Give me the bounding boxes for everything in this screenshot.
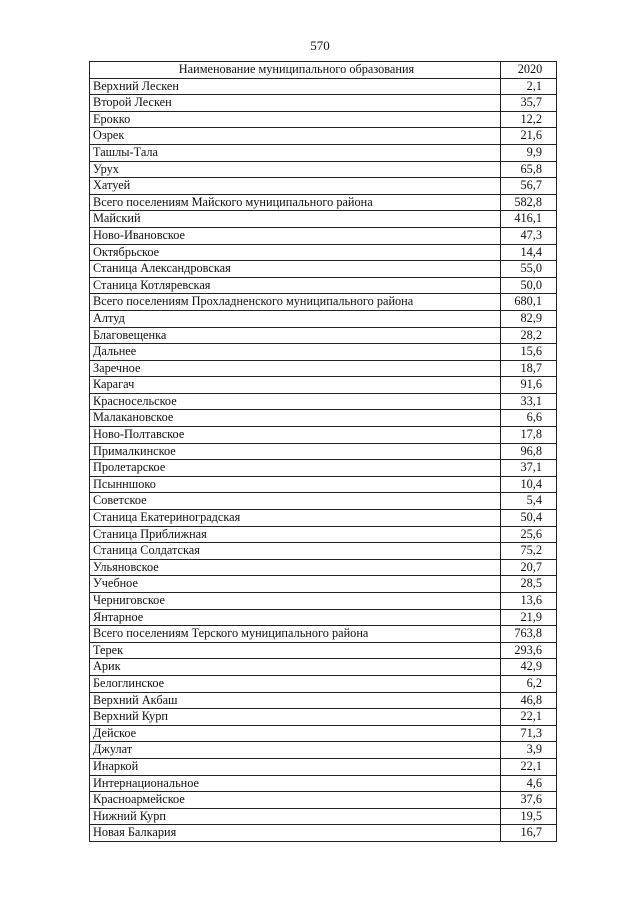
value-2020-cell: 65,8	[501, 161, 557, 178]
value-2020-cell: 19,5	[501, 808, 557, 825]
value-2020-cell: 35,7	[501, 95, 557, 112]
table-row	[90, 609, 557, 626]
municipality-name-cell: Майский	[90, 211, 501, 228]
table-row	[90, 775, 557, 792]
municipality-name-cell: Верхний Акбаш	[90, 692, 501, 709]
table-row	[90, 659, 557, 676]
municipality-name-cell: Алтуд	[90, 310, 501, 327]
table-row	[90, 825, 557, 842]
municipality-name-cell: Станица Солдатская	[90, 543, 501, 560]
municipality-name-cell: Ново-Полтавское	[90, 427, 501, 444]
municipality-name-cell: Станица Котляревская	[90, 277, 501, 294]
table-row	[90, 227, 557, 244]
municipality-name-cell: Верхний Курп	[90, 709, 501, 726]
value-2020-cell: 17,8	[501, 427, 557, 444]
value-2020-cell: 16,7	[501, 825, 557, 842]
table-row	[90, 675, 557, 692]
value-2020-cell: 582,8	[501, 194, 557, 211]
value-2020-cell: 13,6	[501, 593, 557, 610]
table-row	[90, 327, 557, 344]
table-row	[90, 360, 557, 377]
value-2020-cell: 55,0	[501, 261, 557, 278]
table-row	[90, 543, 557, 560]
table-row	[90, 194, 557, 211]
municipality-name-cell: Янтарное	[90, 609, 501, 626]
table-row	[90, 709, 557, 726]
value-2020-cell: 71,3	[501, 725, 557, 742]
table-row	[90, 476, 557, 493]
municipality-name-cell: Красносельское	[90, 393, 501, 410]
municipality-name-cell: Станица Екатериноградская	[90, 510, 501, 527]
value-2020-cell: 18,7	[501, 360, 557, 377]
value-2020-cell: 680,1	[501, 294, 557, 311]
table-row	[90, 277, 557, 294]
table-row	[90, 593, 557, 610]
municipality-name-cell: Верхний Лескен	[90, 78, 501, 95]
value-2020-cell: 37,1	[501, 460, 557, 477]
value-2020-cell: 5,4	[501, 493, 557, 510]
value-2020-cell: 28,2	[501, 327, 557, 344]
municipality-name-cell: Ерокко	[90, 111, 501, 128]
table-row	[90, 758, 557, 775]
table-row	[90, 377, 557, 394]
value-2020-cell: 763,8	[501, 626, 557, 643]
municipality-name-cell: Заречное	[90, 360, 501, 377]
municipality-name-cell: Красноармейское	[90, 792, 501, 809]
municipality-name-cell: Малакановское	[90, 410, 501, 427]
municipality-name-cell: Прималкинское	[90, 443, 501, 460]
municipality-name-cell: Интернациональное	[90, 775, 501, 792]
table-row	[90, 443, 557, 460]
value-2020-cell: 22,1	[501, 709, 557, 726]
table-row	[90, 161, 557, 178]
municipality-name-cell: Октябрьское	[90, 244, 501, 261]
municipality-name-cell: Дейское	[90, 725, 501, 742]
municipality-name-cell: Второй Лескен	[90, 95, 501, 112]
table-row	[90, 576, 557, 593]
value-2020-cell: 22,1	[501, 758, 557, 775]
data-table	[89, 61, 557, 842]
municipality-name-cell: Белоглинское	[90, 675, 501, 692]
table-row	[90, 144, 557, 161]
value-2020-cell: 2,1	[501, 78, 557, 95]
table-row	[90, 128, 557, 145]
table-row	[90, 493, 557, 510]
column-header-year: 2020	[501, 62, 557, 79]
municipality-name-cell: Карагач	[90, 377, 501, 394]
municipality-name-cell: Всего поселениям Майского муниципального района	[90, 194, 501, 211]
column-header-name: Наименование муниципального образования	[90, 62, 501, 79]
municipality-name-cell: Учебное	[90, 576, 501, 593]
municipality-name-cell: Всего поселениям Терского муниципального района	[90, 626, 501, 643]
table-row	[90, 111, 557, 128]
value-2020-cell: 9,9	[501, 144, 557, 161]
value-2020-cell: 91,6	[501, 377, 557, 394]
table-row	[90, 393, 557, 410]
table-row	[90, 178, 557, 195]
page-number: 570	[310, 38, 330, 53]
value-2020-cell: 75,2	[501, 543, 557, 560]
municipality-name-cell: Советское	[90, 493, 501, 510]
table-row	[90, 742, 557, 759]
value-2020-cell: 4,6	[501, 775, 557, 792]
value-2020-cell: 12,2	[501, 111, 557, 128]
table-header-row	[90, 62, 557, 79]
value-2020-cell: 15,6	[501, 344, 557, 361]
table-row	[90, 294, 557, 311]
municipality-name-cell: Дальнее	[90, 344, 501, 361]
table-row	[90, 642, 557, 659]
municipality-name-cell: Станица Александровская	[90, 261, 501, 278]
value-2020-cell: 293,6	[501, 642, 557, 659]
municipality-name-cell: Новая Балкария	[90, 825, 501, 842]
table-row	[90, 95, 557, 112]
municipality-name-cell: Ново-Ивановское	[90, 227, 501, 244]
value-2020-cell: 6,2	[501, 675, 557, 692]
table-row	[90, 808, 557, 825]
value-2020-cell: 6,6	[501, 410, 557, 427]
value-2020-cell: 82,9	[501, 310, 557, 327]
table-row	[90, 78, 557, 95]
table-row	[90, 244, 557, 261]
value-2020-cell: 3,9	[501, 742, 557, 759]
municipality-name-cell: Арик	[90, 659, 501, 676]
value-2020-cell: 46,8	[501, 692, 557, 709]
municipality-name-cell: Пролетарское	[90, 460, 501, 477]
table-row	[90, 792, 557, 809]
value-2020-cell: 25,6	[501, 526, 557, 543]
table-row	[90, 427, 557, 444]
municipality-name-cell: Черниговское	[90, 593, 501, 610]
municipality-name-cell: Ульяновское	[90, 559, 501, 576]
value-2020-cell: 20,7	[501, 559, 557, 576]
table-row	[90, 460, 557, 477]
table-row	[90, 344, 557, 361]
value-2020-cell: 47,3	[501, 227, 557, 244]
value-2020-cell: 33,1	[501, 393, 557, 410]
value-2020-cell: 50,4	[501, 510, 557, 527]
value-2020-cell: 42,9	[501, 659, 557, 676]
value-2020-cell: 10,4	[501, 476, 557, 493]
municipality-name-cell: Псынншоко	[90, 476, 501, 493]
value-2020-cell: 21,9	[501, 609, 557, 626]
table-row	[90, 211, 557, 228]
value-2020-cell: 21,6	[501, 128, 557, 145]
municipality-name-cell: Инаркой	[90, 758, 501, 775]
municipality-name-cell: Озрек	[90, 128, 501, 145]
table-row	[90, 510, 557, 527]
table-row	[90, 725, 557, 742]
table-row	[90, 559, 557, 576]
municipality-name-cell: Хатуей	[90, 178, 501, 195]
value-2020-cell: 416,1	[501, 211, 557, 228]
municipality-name-cell: Благовещенка	[90, 327, 501, 344]
table-row	[90, 261, 557, 278]
table-row	[90, 626, 557, 643]
municipality-name-cell: Джулат	[90, 742, 501, 759]
municipality-name-cell: Всего поселениям Прохладненского муниципального района	[90, 294, 501, 311]
table-row	[90, 526, 557, 543]
value-2020-cell: 37,6	[501, 792, 557, 809]
table-body	[90, 78, 557, 841]
municipality-name-cell: Терек	[90, 642, 501, 659]
municipality-name-cell: Нижний Курп	[90, 808, 501, 825]
value-2020-cell: 28,5	[501, 576, 557, 593]
value-2020-cell: 14,4	[501, 244, 557, 261]
value-2020-cell: 96,8	[501, 443, 557, 460]
value-2020-cell: 50,0	[501, 277, 557, 294]
municipality-name-cell: Станица Приближная	[90, 526, 501, 543]
table-row	[90, 410, 557, 427]
municipality-name-cell: Урух	[90, 161, 501, 178]
table-row	[90, 692, 557, 709]
table-row	[90, 310, 557, 327]
value-2020-cell: 56,7	[501, 178, 557, 195]
municipality-name-cell: Ташлы-Тала	[90, 144, 501, 161]
